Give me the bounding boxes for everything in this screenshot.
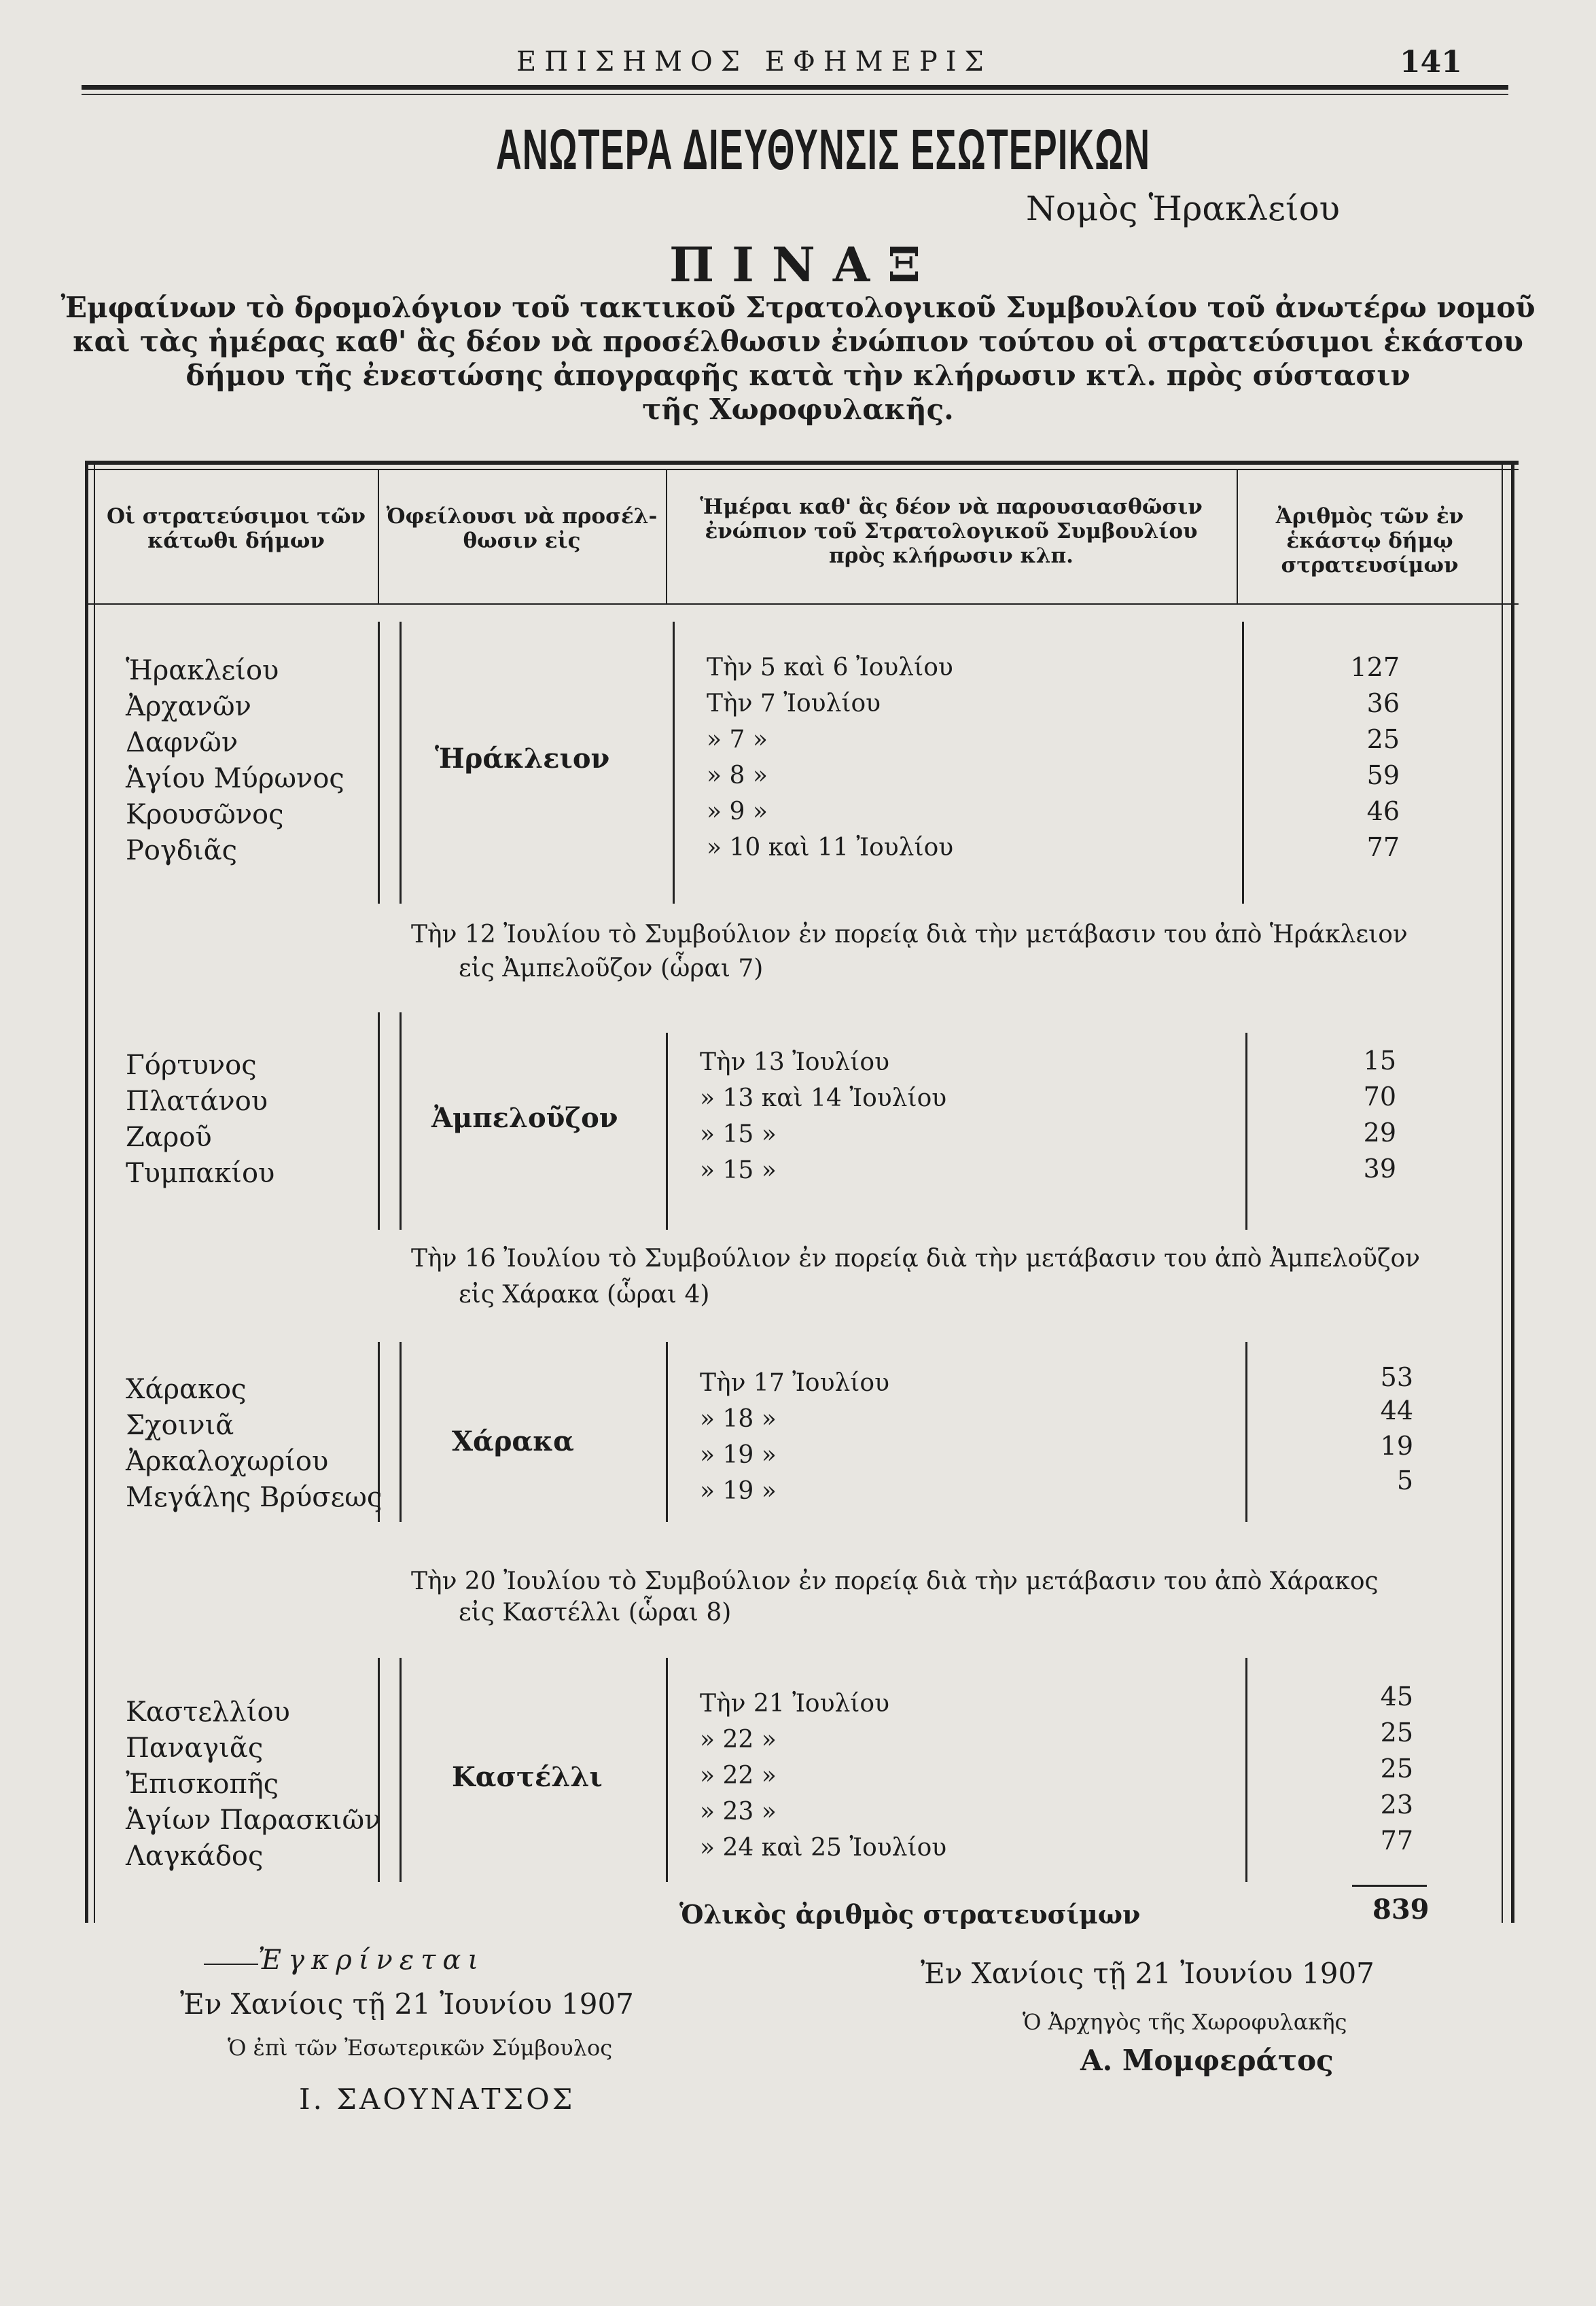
description-line: Ἐμφαίνων τὸ δρομολόγιον τοῦ τακτικοῦ Στρατολογικοῦ Συμβουλίου τοῦ ἀνωτέρω νομοῦ [60, 291, 1536, 324]
table-top-rule [85, 461, 1519, 465]
left-signatory-role: Ὁ ἐπὶ τῶν Ἐσωτερικῶν Σύμβουλος [228, 2035, 613, 2061]
transfer-note: Τὴν 16 Ἰουλίου τὸ Συμβούλιον ἐν πορείᾳ διὰ τὴν μετάβασιν του ἀπὸ Ἀμπελοῦζον [411, 1245, 1421, 1273]
town-name: Σχοινιᾶ [126, 1410, 234, 1441]
col-header-line: ἑκάστῳ δήμῳ [1286, 529, 1453, 553]
description-line: καὶ τὰς ἡμέρας καθ' ἃς δέον νὰ προσέλθωσιν ἐνώπιον τούτου οἱ στρατεύσιμοι ἑκάστου [73, 325, 1523, 358]
description-line: δήμου τῆς ἐνεστώσης ἀπογραφῆς κατὰ τὴν κλήρωσιν κτλ. πρὸς σύστασιν [185, 359, 1411, 392]
table-right-rule [1511, 462, 1514, 1923]
count-cell: 77 [1366, 832, 1400, 862]
place-name: Χάρακα [452, 1425, 574, 1457]
col-header-line: Ἡμέραι καθ' ἃς δέον νὰ παρουσιασθῶσιν [700, 495, 1203, 519]
col-header-line: θωσιν εἰς [463, 529, 581, 553]
place-name: Ἀμπελοῦζον [431, 1102, 618, 1134]
col-divider [666, 469, 667, 605]
running-head: ΕΠΙΣΗΜΟΣ ΕΦΗΜΕΡΙΣ [516, 46, 992, 77]
town-name: Ἁγίων Παρασκιῶν [126, 1805, 381, 1836]
day-cell: » 7 » [707, 726, 768, 753]
total-value: 839 [1372, 1894, 1430, 1926]
town-name: Λαγκάδος [126, 1841, 264, 1872]
town-name: Μεγάλης Βρύσεως [126, 1482, 383, 1513]
table-right-rule-thin [1502, 462, 1503, 1923]
col-divider [673, 622, 675, 904]
day-cell: » 9 » [707, 798, 768, 826]
place-name: Καστέλλι [452, 1761, 603, 1793]
col-header-line: Οἱ στρατεύσιμοι τῶν [106, 504, 366, 529]
day-cell: » 13 καὶ 14 Ἰουλίου [700, 1084, 947, 1112]
town-name: Ἁγίου Μύρωνος [126, 763, 344, 794]
count-cell: 77 [1380, 1826, 1413, 1856]
day-cell: Τὴν 17 Ἰουλίου [700, 1369, 889, 1397]
col-header-line: ἐνώπιον τοῦ Στρατολογικοῦ Συμβουλίου [705, 519, 1198, 544]
col-header-days [670, 495, 1233, 568]
table-title: ΠΙΝΑΞ [669, 236, 939, 293]
right-signatory-role: Ὁ Ἀρχηγὸς τῆς Χωροφυλακῆς [1023, 2009, 1347, 2035]
day-cell: » 15 » [700, 1120, 777, 1148]
col-divider [666, 1033, 668, 1230]
town-name: Ζαροῦ [126, 1122, 212, 1153]
col-divider [1242, 622, 1244, 904]
town-name: Γόρτυνος [126, 1050, 257, 1081]
description-line: τῆς Χωροφυλακῆς. [642, 393, 954, 426]
day-cell: » 10 καὶ 11 Ἰουλίου [707, 834, 954, 862]
town-name: Ρογδιᾶς [126, 835, 238, 866]
day-cell: » 23 » [700, 1798, 777, 1826]
col-divider [1245, 1342, 1247, 1522]
town-name: Ἀρκαλοχωρίου [126, 1446, 329, 1477]
section-title: ΑΝΩΤΕΡΑ ΔΙΕΥΘΥΝΣΙΣ ΕΣΩΤΕΡΙΚΩΝ [496, 118, 1151, 181]
col-divider [400, 1012, 402, 1230]
town-name: Ἀρχανῶν [126, 691, 251, 722]
count-cell: 127 [1350, 652, 1400, 682]
day-cell: Τὴν 21 Ἰουλίου [700, 1690, 889, 1718]
table-left-rule [85, 462, 88, 1923]
transfer-note: εἰς Ἀμπελοῦζον (ὧραι 7) [459, 955, 764, 982]
count-cell: 25 [1380, 1718, 1413, 1748]
col-divider [666, 1342, 668, 1522]
header-bottom-rule [85, 603, 1519, 605]
left-place-date: Ἐν Χανίοις τῇ 21 Ἰουνίου 1907 [180, 1987, 634, 2021]
col-divider [400, 622, 402, 904]
count-cell: 23 [1380, 1790, 1413, 1820]
col-divider [378, 622, 380, 904]
total-label: Ὁλικὸς ἀριθμὸς στρατευσίμων [679, 1899, 1141, 1930]
page-number: 141 [1400, 45, 1462, 79]
town-name: Δαφνῶν [126, 727, 238, 758]
count-cell: 53 [1380, 1362, 1413, 1392]
approved-label: Ἐγκρίνεται [258, 1945, 486, 1976]
count-cell: 25 [1380, 1754, 1413, 1784]
town-name: Παναγιᾶς [126, 1733, 264, 1764]
approved-rule [204, 1964, 258, 1965]
col-header-towns [99, 504, 374, 553]
count-cell: 5 [1396, 1466, 1413, 1495]
count-cell: 25 [1366, 724, 1400, 754]
col-divider [1245, 1033, 1247, 1230]
day-cell: » 22 » [700, 1762, 777, 1790]
day-cell: » 15 » [700, 1156, 777, 1184]
total-rule [1352, 1885, 1427, 1887]
table-top-rule-thin [85, 469, 1519, 470]
col-header-line: στρατευσίμων [1281, 553, 1459, 578]
col-header-place [382, 504, 662, 553]
town-name: Κρουσῶνος [126, 799, 284, 830]
town-name: Τυμπακίου [126, 1158, 275, 1189]
count-cell: 15 [1363, 1046, 1396, 1076]
col-header-line: Ὀφείλουσι νὰ προσέλ- [386, 504, 658, 529]
transfer-note: εἰς Καστέλλι (ὧραι 8) [459, 1599, 732, 1627]
col-divider [400, 1658, 402, 1882]
right-place-date: Ἐν Χανίοις τῇ 21 Ἰουνίου 1907 [921, 1957, 1375, 1990]
count-cell: 46 [1366, 796, 1400, 826]
col-divider [378, 1012, 380, 1230]
col-divider [378, 1658, 380, 1882]
town-name: Καστελλίου [126, 1697, 290, 1728]
town-name: Ἐπισκοπῆς [126, 1769, 279, 1800]
count-cell: 44 [1380, 1396, 1413, 1425]
col-divider [1245, 1658, 1247, 1882]
count-cell: 36 [1366, 688, 1400, 718]
transfer-note: Τὴν 12 Ἰουλίου τὸ Συμβούλιον ἐν πορείᾳ διὰ τὴν μετάβασιν του ἀπὸ Ἡράκλειον [411, 921, 1408, 948]
col-header-count [1241, 504, 1499, 578]
day-cell: » 24 καὶ 25 Ἰουλίου [700, 1834, 947, 1862]
day-cell: » 8 » [707, 762, 768, 790]
col-header-line: Ἀριθμὸς τῶν ἐν [1275, 504, 1464, 529]
place-name: Ἡράκλειον [435, 743, 610, 775]
col-header-line: πρὸς κλήρωσιν κλπ. [829, 544, 1074, 568]
col-divider [666, 1658, 668, 1882]
right-signatory-name: Α. Μομφεράτος [1080, 2044, 1334, 2077]
count-cell: 39 [1363, 1154, 1396, 1184]
day-cell: Τὴν 5 καὶ 6 Ἰουλίου [707, 654, 953, 681]
col-divider [400, 1342, 402, 1522]
count-cell: 29 [1363, 1118, 1396, 1148]
prefecture-title: Νομὸς Ἡρακλείου [1026, 189, 1341, 228]
col-header-line: κάτωθι δήμων [147, 529, 325, 553]
header-rule [82, 85, 1508, 90]
town-name: Πλατάνου [126, 1086, 268, 1117]
town-name: Ἡρακλείου [126, 655, 279, 686]
left-signatory-name: Ι. ΣΑΟΥΝΑΤΣΟΣ [299, 2082, 575, 2116]
transfer-note: Τὴν 20 Ἰουλίου τὸ Συμβούλιον ἐν πορείᾳ διὰ τὴν μετάβασιν του ἀπὸ Χάρακος [411, 1567, 1379, 1595]
town-name: Χάρακος [126, 1374, 247, 1405]
day-cell: Τὴν 13 Ἰουλίου [700, 1048, 889, 1076]
header-rule-thin [82, 94, 1508, 95]
col-divider [378, 469, 379, 605]
table-left-rule-thin [94, 462, 95, 1923]
day-cell: » 18 » [700, 1405, 777, 1433]
day-cell: » 19 » [700, 1477, 777, 1505]
count-cell: 19 [1380, 1431, 1413, 1461]
count-cell: 45 [1380, 1682, 1413, 1711]
col-divider [1237, 469, 1238, 605]
count-cell: 59 [1366, 760, 1400, 790]
count-cell: 70 [1363, 1082, 1396, 1112]
day-cell: » 19 » [700, 1441, 777, 1469]
transfer-note: εἰς Χάρακα (ὧραι 4) [459, 1281, 710, 1309]
day-cell: Τὴν 7 Ἰουλίου [707, 690, 881, 717]
day-cell: » 22 » [700, 1726, 777, 1754]
